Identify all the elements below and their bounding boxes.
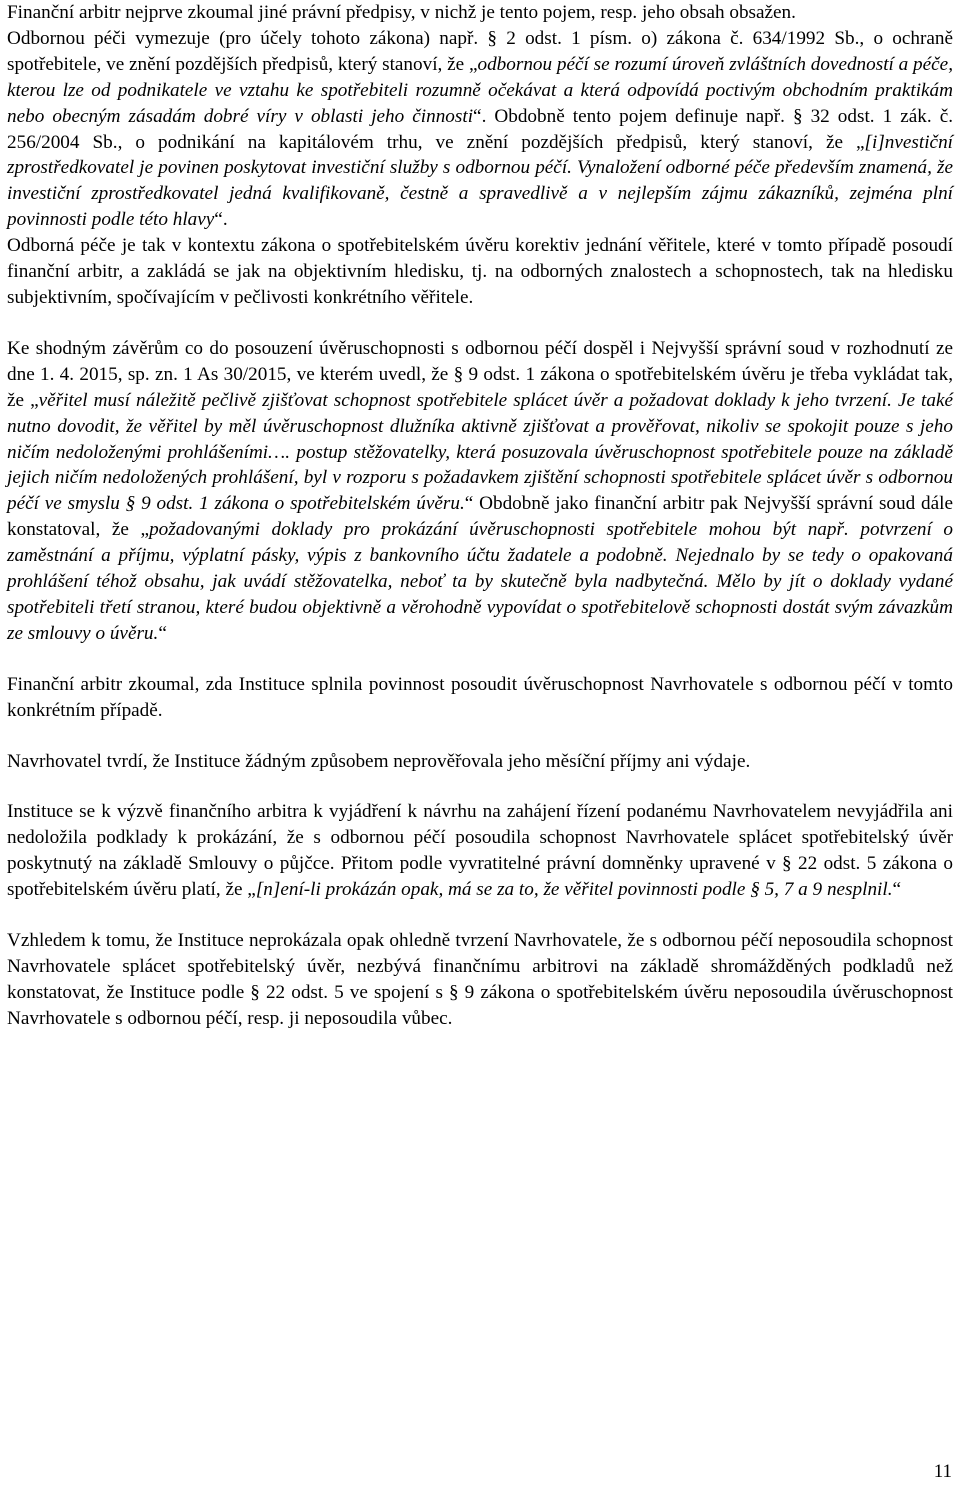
body-text: Vzhledem k tomu, že Instituce neprokázala opak ohledně tvrzení Navrhovatele, že s odbornou péčí neposoudila schopnost Navrhovatele splácet spotřebitelský úvěr, nezbývá finančnímu arbitrovi na základě shromážděných podkladů než konstatovat, že Instituce podle § 22 odst. 5 ve spojení s § 9 zákona o spotřebitelském úvěru neposoudila úvěruschopnost Navrhovatele s odbornou péčí, resp. ji neposoudila vůbec. bbox=[7, 930, 953, 1029]
body-text: Finanční arbitr nejprve zkoumal jiné právní předpisy, v nichž je tento pojem, resp. jeho obsah obsažen. bbox=[7, 2, 796, 23]
paragraph-6 bbox=[7, 749, 953, 775]
paragraph-7 bbox=[7, 799, 953, 903]
paragraph-4 bbox=[7, 336, 953, 647]
body-text: Ke shodným závěrům co do posouzení úvěruschopnosti s odbornou péčí dospěl i Nejvyšší správní soud v rozhodnutí ze dne 1. 4. 2015, sp. zn. 1 As 30/2015, ve kterém uvedl, že § 9 odst. 1 zákona o spotřebitelském úvěru je třeba vykládat tak, že „ bbox=[7, 337, 953, 411]
body-text: “ bbox=[158, 622, 167, 644]
document-page bbox=[7, 0, 953, 1032]
paragraph-3 bbox=[7, 233, 953, 311]
paragraph-1 bbox=[7, 0, 953, 26]
paragraph-gap bbox=[7, 647, 953, 672]
quoted-text: odbornou péčí se rozumí úroveň zvláštních dovedností a péče, kterou lze od podnikatele ve vztahu ke spotřebiteli rozumně očekávat a která odpovídá poctivým obchodním praktikám nebo obecným zásadám dobré víry v oblasti jeho činnosti bbox=[7, 53, 954, 127]
paragraph-2 bbox=[7, 26, 953, 233]
body-text: “. Obdobně tento pojem definuje např. § 32 odst. 1 zák. č. 256/2004 Sb., o podnikání na kapitálovém trhu, ve znění pozdějších předpisů, který stanoví, že „ bbox=[7, 105, 954, 153]
page-number: 11 bbox=[933, 1461, 952, 1482]
body-text: Odbornou péči vymezuje (pro účely tohoto zákona) např. § 2 odst. 1 písm. o) zákona č. 634/1992 Sb., o ochraně spotřebitele, ve znění pozdějších předpisů, který stanoví, že „ bbox=[7, 27, 953, 75]
paragraph-gap bbox=[7, 903, 953, 928]
body-text: “ Obdobně jako finanční arbitr pak Nejvyšší správní soud dále konstatoval, že „ bbox=[7, 493, 953, 541]
quoted-text: věřitel musí náležitě pečlivě zjišťovat schopnost spotřebitele splácet úvěr a požadovat doklady k jeho tvrzení. Je také nutno dovodit, že věřitel by měl úvěruschopnost dlužníka aktivně zjišťovat a prověřovat, nikoliv se spokojit pouze s jeho ničím nedoloženými prohlášeními…. postup stěžovatelky, která posuzovala úvěruschopnost spotřebitele pouze na základě jejich ničím nedoložených prohlášení, byl v rozporu s požadavkem zjištění schopnosti spotřebitele splácet úvěr s odbornou péčí ve smyslu § 9 odst. 1 zákona o spotřebitelském úvěru. bbox=[7, 389, 953, 515]
quoted-text: [n]ení-li prokázán opak, má se za to, že věřitel povinnosti podle § 5, 7 a 9 nesplnil. bbox=[255, 879, 893, 901]
body-text: Navrhovatel tvrdí, že Instituce žádným způsobem neprověřovala jeho měsíční příjmy ani výdaje. bbox=[7, 750, 751, 772]
paragraph-5 bbox=[7, 672, 953, 724]
body-text: “. bbox=[214, 209, 228, 231]
paragraph-gap bbox=[7, 311, 953, 336]
body-text: Instituce se k výzvě finančního arbitra k vyjádření k návrhu na zahájení řízení podanému Navrhovatelem nevyjádřila ani nedoložila podklady k prokázání, že s odbornou péčí posoudila schopnost Navrhovatele splácet spotřebitelský úvěr poskytnutý na základě Smlouvy o půjčce. Přitom podle vyvratitelné právní domněnky upravené v § 22 odst. 5 zákona o spotřebitelském úvěru platí, že „ bbox=[7, 801, 953, 901]
paragraph-gap bbox=[7, 724, 953, 749]
quoted-text: požadovanými doklady pro prokázání úvěruschopnosti spotřebitele mohou být např. potvrzení o zaměstnání a příjmu, výplatní pásky, výpis z bankovního účtu žadatele a podobně. Nejednalo by se tedy o opakovaná prohlášení téhož obsahu, jak uvádí stěžovatelka, neboť ta by skutečně byla nadbytečná. Mělo by jít o doklady vydané spotřebiteli třetí stranou, které budou objektivně a věrohodně vypovídat o spotřebitelově schopnosti dostát svým závazkům ze smlouvy o úvěru. bbox=[7, 519, 954, 644]
body-text: “ bbox=[892, 879, 902, 901]
quoted-text: [i]nvestiční zprostředkovatel je povinen poskytovat investiční služby s odbornou péčí. Vynaložení odborné péče především znamená, že investiční zprostředkovatel jedná kvalifikovaně, čestně a spravedlivě a v nejlepším zájmu zákazníků, zejména plní povinnosti podle této hlavy bbox=[7, 131, 953, 231]
body-text: Finanční arbitr zkoumal, zda Instituce splnila povinnost posoudit úvěruschopnost Navrhovatele s odbornou péčí v tomto konkrétním případě. bbox=[7, 673, 953, 721]
paragraph-gap bbox=[7, 774, 953, 799]
paragraph-8 bbox=[7, 928, 953, 1032]
body-text: Odborná péče je tak v kontextu zákona o spotřebitelském úvěru korektiv jednání věřitele, které v tomto případě posoudí finanční arbitr, a zakládá se jak na objektivním hledisku, tj. na odborných znalostech a schopnostech, tak na hledisku subjektivním, spočívajícím v pečlivosti konkrétního věřitele. bbox=[7, 235, 953, 308]
